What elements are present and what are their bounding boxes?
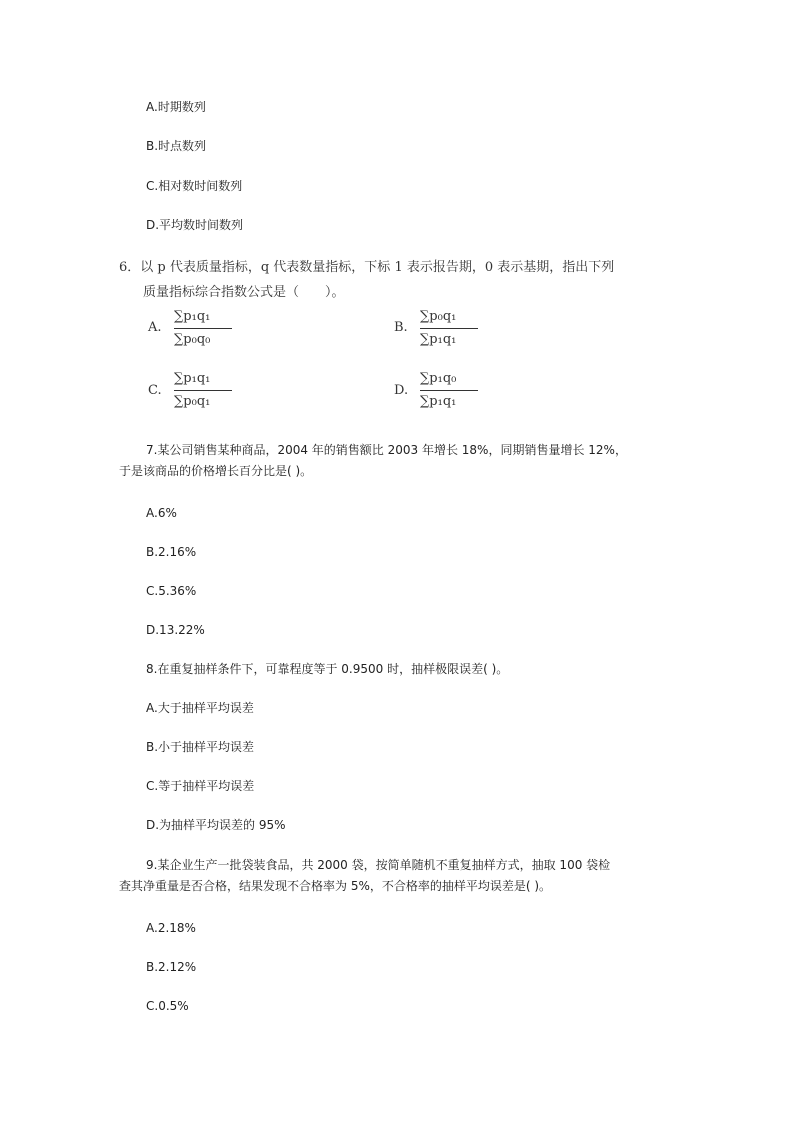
q6-label-b: B.	[394, 320, 408, 335]
q9-option-c: C.0.5%	[146, 999, 189, 1013]
formula-a-numerator: ∑p₁q₁	[174, 309, 211, 324]
q6-label-a: A.	[148, 320, 162, 335]
formula-c-denominator: ∑p₀q₁	[174, 394, 211, 409]
q7-option-a: A.6%	[146, 506, 177, 520]
q6-formula-b	[420, 307, 478, 350]
q5-option-b: B.时点数列	[146, 139, 207, 153]
formula-c-numerator: ∑p₁q₁	[174, 371, 211, 386]
formula-d-denominator: ∑p₁q₁	[420, 394, 457, 409]
q8-option-d: D.为抽样平均误差的 95%	[146, 818, 286, 832]
q6-formula-d	[420, 369, 478, 412]
formula-d-numerator: ∑p₁q₀	[420, 371, 457, 386]
formula-b-denominator: ∑p₁q₁	[420, 332, 457, 347]
formula-b-numerator: ∑p₀q₁	[420, 309, 457, 324]
formula-a-denominator: ∑p₀q₀	[174, 332, 211, 347]
q9-option-a: A.2.18%	[146, 921, 196, 935]
q6-question-line2: 质量指标综合指数公式是（ ）。	[143, 285, 345, 300]
q6-label-c: C.	[148, 383, 162, 398]
q8-option-a: A.大于抽样平均误差	[146, 701, 254, 715]
q5-option-a: A.时期数列	[146, 100, 206, 114]
fraction-bar	[420, 390, 478, 391]
q9-option-b: B.2.12%	[146, 960, 197, 974]
q5-option-d: D.平均数时间数列	[146, 218, 244, 232]
q6-formula-c	[174, 369, 232, 412]
q8-option-c: C.等于抽样平均误差	[146, 779, 255, 793]
fraction-bar	[174, 328, 232, 329]
q6-formula-a	[174, 307, 232, 350]
q7-question-line2: 于是该商品的价格增长百分比是( )。	[119, 464, 313, 478]
q5-option-c: C.相对数时间数列	[146, 179, 243, 193]
q7-option-c: C.5.36%	[146, 584, 197, 598]
q9-question-line2: 查其净重量是否合格，结果发现不合格率为 5%，不合格率的抽样平均误差是( )。	[119, 879, 552, 893]
q9-question-line1: 9.某企业生产一批袋装食品，共 2000 袋，按简单随机不重复抽样方式，抽取 100 袋检	[146, 858, 611, 872]
fraction-bar	[174, 390, 232, 391]
q7-option-d: D.13.22%	[146, 623, 205, 637]
q6-question-line1: 6．以 p 代表质量指标，q 代表数量指标，下标 1 表示报告期，0 表示基期，指出下列	[119, 260, 615, 275]
q7-question-line1: 7.某公司销售某种商品，2004 年的销售额比 2003 年增长 18%，同期销售量增长 12%，	[146, 443, 627, 457]
q6-label-d: D.	[394, 383, 409, 398]
q8-question-line1: 8.在重复抽样条件下，可靠程度等于 0.9500 时，抽样极限误差( )。	[146, 662, 509, 676]
fraction-bar	[420, 328, 478, 329]
q7-option-b: B.2.16%	[146, 545, 197, 559]
q8-option-b: B.小于抽样平均误差	[146, 740, 255, 754]
